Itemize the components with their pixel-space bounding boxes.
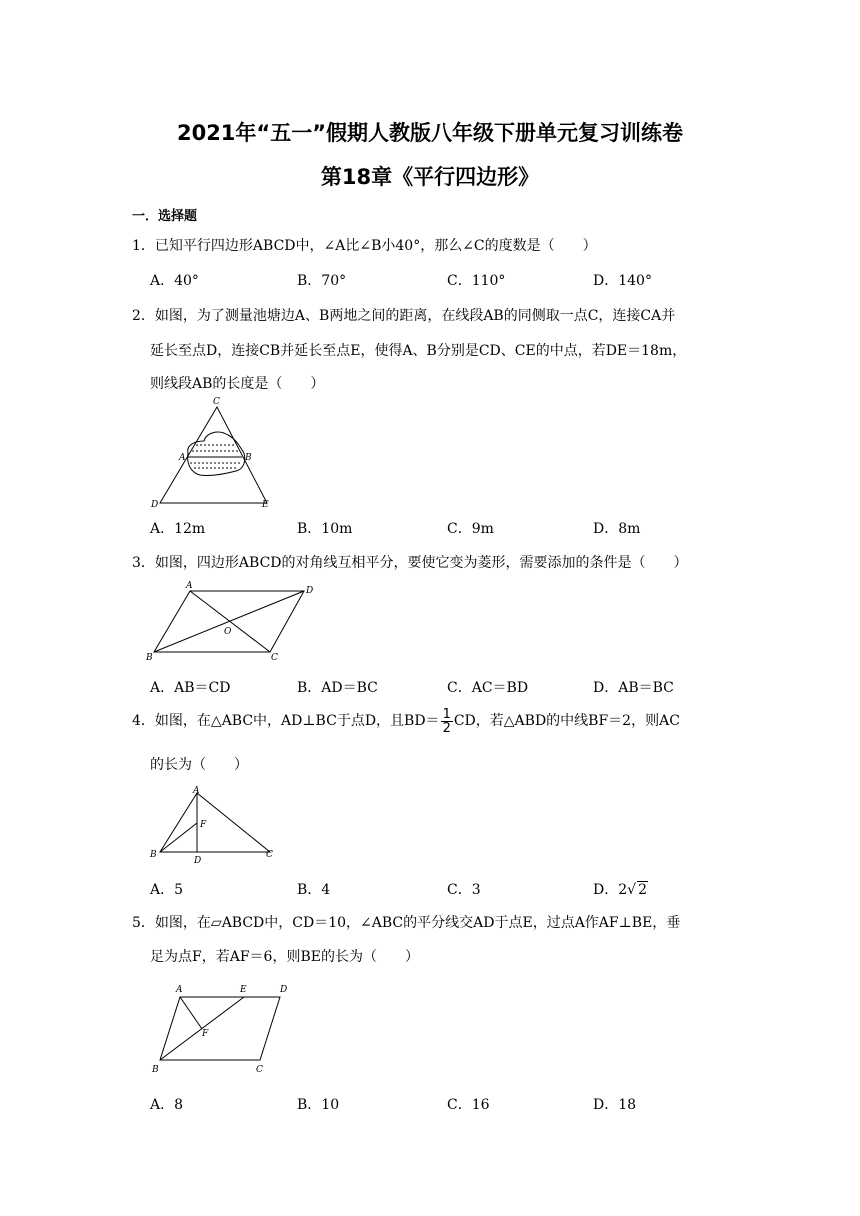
diagonal-bd: [154, 591, 304, 652]
pond-outline: [188, 432, 245, 475]
option-a[interactable]: A．12m: [150, 521, 206, 537]
label-d: D: [194, 856, 202, 865]
label-b: B: [245, 453, 252, 463]
question-text-line-1: 如图，为了测量池塘边A、B两地之间的距离，在线段AB的同侧取一点C，连接CA并: [154, 308, 676, 324]
parallelogram-abcd: [160, 997, 280, 1060]
figure-triangle-pond: [140, 395, 280, 513]
triangle-abc: [160, 793, 270, 852]
option-b[interactable]: B．4: [297, 882, 331, 898]
label-e: E: [240, 985, 247, 995]
question-text-part-2: CD，若△ABD的中线BF＝2，则AC: [453, 713, 680, 729]
section-heading: 一．选择题: [132, 209, 198, 224]
option-d[interactable]: D．8m: [593, 521, 641, 537]
question-5-line-2: 足为点F，若AF＝6，则BE的长为（ ）: [150, 949, 419, 965]
question-2-line-2: 延长至点D，连接CB并延长至点E，使得A、B分别是CD、CE的中点，若DE＝18m，: [150, 343, 687, 359]
option-d-radicand: 2: [638, 882, 647, 898]
question-text-part-1: 如图，在△ABC中，AD⊥BC于点D，且BD＝: [154, 713, 440, 729]
option-c[interactable]: C．9m: [447, 521, 494, 537]
question-4: [132, 705, 752, 737]
figure-parallelogram-bisector: [144, 978, 304, 1076]
label-b: B: [152, 1065, 159, 1075]
label-a: A: [176, 985, 183, 995]
question-5-options: [150, 1094, 750, 1114]
figure-parallelogram-abcd: [142, 580, 322, 666]
option-b[interactable]: B．70°: [297, 273, 347, 289]
question-1-options: [150, 270, 750, 290]
label-c: C: [213, 397, 220, 407]
label-f: F: [200, 820, 207, 830]
question-5: [132, 912, 752, 932]
page-title: 2021年“五一”假期人教版八年级下册单元复习训练卷: [176, 121, 684, 145]
question-3-options: [150, 677, 750, 697]
question-number: 1．: [132, 238, 155, 254]
label-a: A: [179, 453, 186, 463]
option-b[interactable]: B．10m: [297, 521, 353, 537]
question-2: [132, 305, 752, 325]
radical-sign: √: [627, 882, 637, 898]
option-d[interactable]: D．140°: [593, 273, 652, 289]
fraction-one-half: [441, 708, 453, 735]
question-1: [132, 235, 752, 255]
question-number: 4．: [132, 713, 155, 729]
question-number: 2．: [132, 308, 155, 324]
question-text-line-1: 如图，在▱ABCD中，CD＝10，∠ABC的平分线交AD于点E，过点A作AF⊥BE，垂: [154, 915, 681, 931]
question-number: 5．: [132, 915, 155, 931]
option-d[interactable]: D．18: [593, 1097, 637, 1113]
question-3: [132, 552, 752, 572]
label-b: B: [150, 850, 157, 860]
question-4-options: [150, 879, 750, 899]
option-d[interactable]: [593, 879, 648, 899]
label-a: A: [186, 581, 193, 591]
label-a: A: [193, 786, 200, 796]
fraction-denominator: 2: [442, 720, 451, 736]
option-b[interactable]: B．10: [297, 1097, 340, 1113]
page-subtitle: 第18章《平行四边形》: [320, 165, 540, 189]
fraction-numerator: 1: [442, 706, 451, 722]
option-a[interactable]: A．40°: [150, 273, 199, 289]
perpendicular-af: [180, 997, 202, 1029]
option-a[interactable]: A．AB＝CD: [150, 680, 231, 696]
label-f: F: [202, 1029, 209, 1039]
option-c[interactable]: C．16: [447, 1097, 490, 1113]
option-a[interactable]: A．8: [150, 1097, 184, 1113]
question-4-line-2: 的长为（ ）: [150, 757, 248, 773]
label-c: C: [256, 1065, 263, 1075]
label-e: E: [262, 500, 269, 510]
option-d-prefix: D．2: [593, 882, 628, 898]
option-d[interactable]: D．AB＝BC: [593, 680, 674, 696]
label-o: O: [224, 627, 232, 637]
label-d: D: [151, 500, 159, 510]
label-c: C: [266, 850, 273, 860]
question-text: 如图，四边形ABCD的对角线互相平分，要使它变为菱形，需要添加的条件是（ ）: [154, 555, 688, 571]
option-a[interactable]: A．5: [150, 882, 184, 898]
option-c[interactable]: C．AC＝BD: [447, 680, 529, 696]
question-2-line-3: 则线段AB的长度是（ ）: [150, 376, 325, 392]
label-c: C: [271, 653, 278, 663]
label-d: D: [306, 586, 314, 596]
median-bf: [160, 823, 197, 852]
option-c[interactable]: C．110°: [447, 273, 506, 289]
option-b[interactable]: B．AD＝BC: [297, 680, 378, 696]
figure-triangle-abc: [146, 785, 286, 865]
question-2-options: [150, 518, 750, 538]
question-text: 已知平行四边形ABCD中，∠A比∠B小40°，那么∠C的度数是（ ）: [154, 238, 597, 254]
question-number: 3．: [132, 555, 155, 571]
label-d: D: [280, 985, 288, 995]
label-b: B: [146, 653, 153, 663]
option-c[interactable]: C．3: [447, 882, 481, 898]
